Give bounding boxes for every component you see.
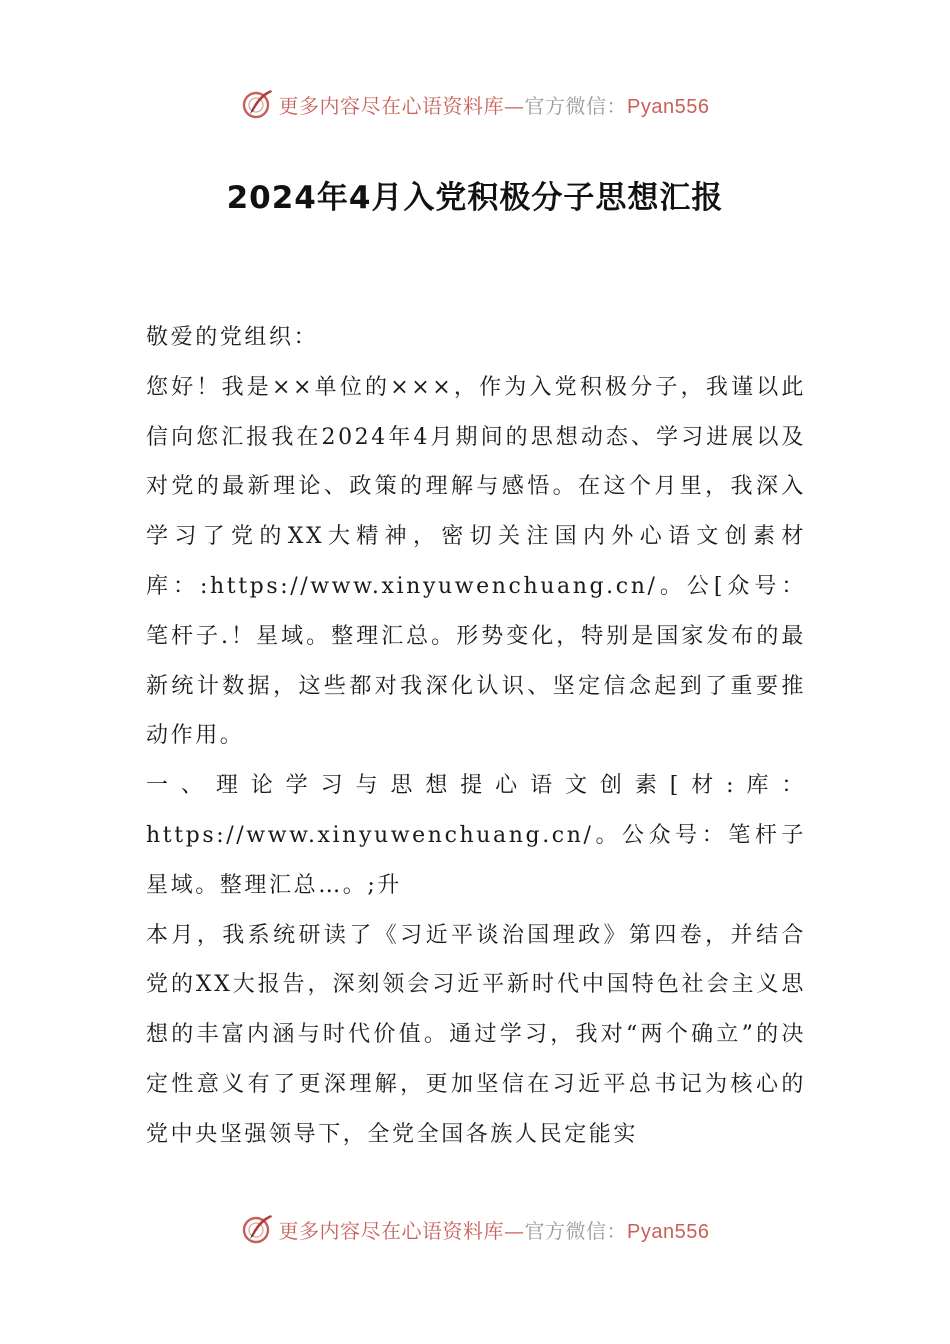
section-heading: 一、理论学习与思想提心语文创素[材:库：https://www.xinyuwenchuang.cn/。公众号：笔杆子星域。整理汇总…。;升: [146, 773, 806, 898]
salutation: 敬爱的党组织：: [146, 325, 319, 350]
document-title: 2024年4月入党积极分子思想汇报: [226, 180, 724, 216]
banner-main-text: 更多内容尽在心语资料库: [278, 1218, 505, 1243]
banner-wechat-label: 官方微信：: [524, 93, 628, 118]
body-paragraph: 本月，我系统研读了《习近平谈治国理政》第四卷，并结合党的XX大报告，深刻领会习近平新时代中国特色社会主义思想的丰富内涵与时代价值。通过学习，我对“两个确立”的决定性意义有了更深理解，更加坚信在习近平总书记为核心的党中央坚强领导下，全党全国各族人民定能实: [146, 922, 806, 1147]
banner-wechat-label: 官方微信：: [524, 1218, 628, 1243]
footer-watermark-banner: [0, 1209, 950, 1249]
document-body: [146, 313, 806, 1160]
banner-text: [279, 1215, 710, 1244]
quill-pen-logo-icon: [241, 1212, 275, 1246]
banner-dash: —: [504, 1218, 525, 1243]
body-paragraph: 您好！我是××单位的×××，作为入党积极分子，我谨以此信向您汇报我在2024年4月期间的思想动态、学习进展以及对党的最新理论、政策的理解与感悟。在这个月里，我深入学习了党的XX大精神，密切关注国内外心语文创素材库：:https://www.xinyuwenchuang.cn/。公[众号：笔杆子.！星域。整理汇总。形势变化，特别是国家发布的最新统计数据，这些都对我深化认识、坚定信念起到了重要推动作用。: [146, 374, 806, 749]
header-watermark-banner: [0, 84, 950, 124]
quill-pen-logo-icon: [241, 87, 275, 121]
banner-dash: —: [504, 93, 525, 118]
banner-wechat-id: Pyan556: [627, 95, 710, 118]
banner-text: [279, 90, 710, 119]
banner-main-text: 更多内容尽在心语资料库: [278, 93, 505, 118]
banner-wechat-id: Pyan556: [627, 1220, 710, 1243]
